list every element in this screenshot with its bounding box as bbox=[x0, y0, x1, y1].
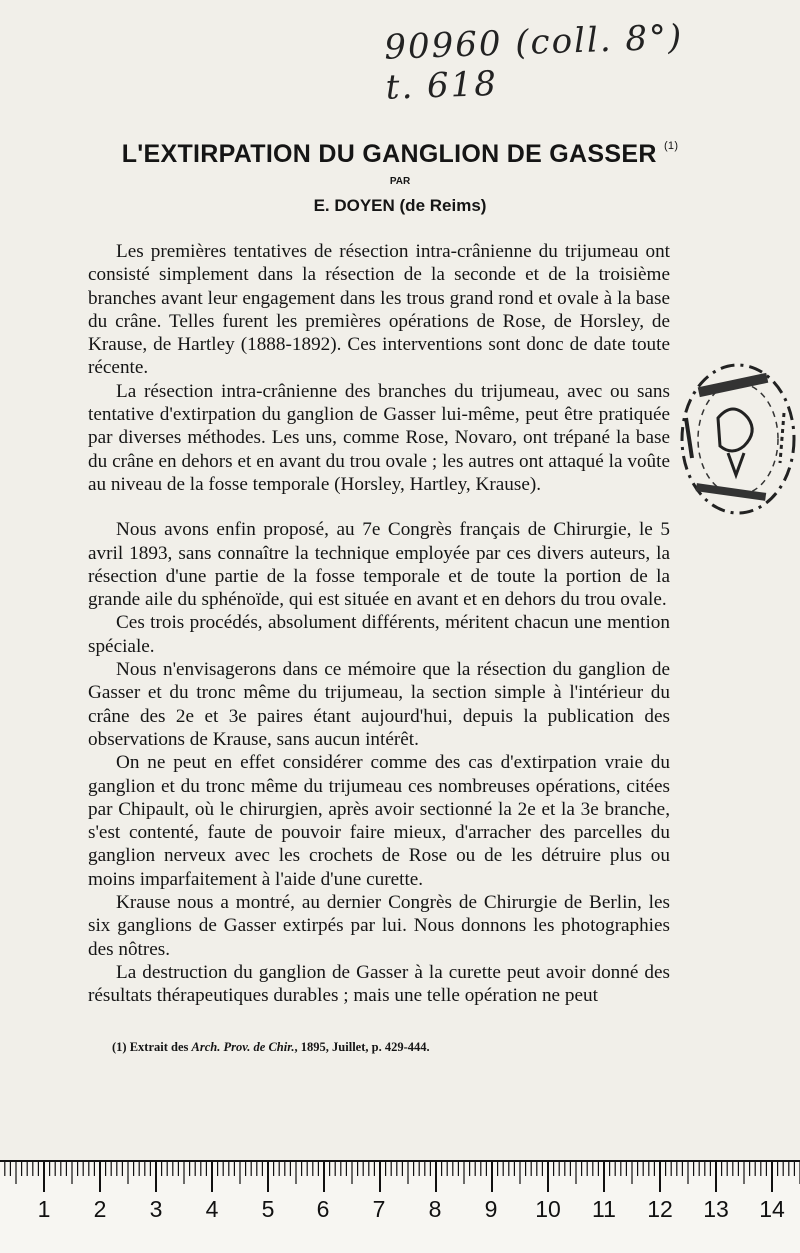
footnote bbox=[112, 1040, 672, 1055]
ruler-number: 8 bbox=[428, 1196, 442, 1222]
footnote-marker: (1) bbox=[112, 1040, 127, 1054]
article-body bbox=[88, 240, 670, 1008]
by-line-par: PAR bbox=[389, 176, 411, 187]
library-stamp-icon bbox=[668, 358, 798, 520]
handwritten-shelfmark: 90960 (coll. 8°) t. 618 bbox=[383, 17, 684, 108]
ruler-number: 6 bbox=[316, 1196, 330, 1222]
title-footnote-marker: (1) bbox=[663, 140, 679, 152]
ruler-number: 3 bbox=[149, 1196, 163, 1222]
paragraph: On ne peut en effet considérer comme des cas d'extirpation vraie du ganglion et du tronc même du trijumeau ces nombreuses opérations, citées par Chipault, où le chirurgien, après avoir sectionné la 2e et la 3e branche, s'est contenté, faute de pouvoir faire mieux, d'arracher des parcelles du ganglion nerveux avec les crochets de Rose ou de les détruire plus ou moins imparfaitement à l'aide d'une curette. bbox=[88, 752, 670, 890]
ruler-number: 9 bbox=[484, 1196, 498, 1222]
ruler-number: 14 bbox=[759, 1196, 785, 1222]
article-title bbox=[80, 140, 720, 169]
title-text: L'EXTIRPATION DU GANGLION DE GASSER bbox=[121, 140, 657, 168]
ruler-number: 4 bbox=[205, 1196, 219, 1222]
paragraph: La destruction du ganglion de Gasser à la curette peut avoir donné des résultats thérapeutiques durables ; mais une telle opération ne peut bbox=[88, 961, 670, 1007]
ruler-number: 12 bbox=[647, 1196, 673, 1222]
paragraph: La résection intra-crânienne des branches du trijumeau, avec ou sans tentative d'extirpation du ganglion de Gasser lui-même, peut être pratiquée par diverses méthodes. Les uns, comme Rose, Novaro, ont trépané la base du crâne en dehors et en avant du trou ovale ; les autres ont attaqué la voûte au niveau de la fosse temporale (Horsley, Hartley, Krause). bbox=[88, 380, 670, 495]
paragraph: Nous n'envisagerons dans ce mémoire que la résection du ganglion de Gasser et du tronc même du trijumeau, la section simple à l'intérieur du crâne des 2e et 3e paires étant aujourd'hui, depuis la publication des observations de Krause, sans aucun intérêt. bbox=[88, 659, 670, 750]
author-line: E. DOYEN (de Reims) bbox=[313, 196, 487, 215]
paragraph: Les premières tentatives de résection intra-crânienne du trijumeau ont consisté simplement dans la résection de la seconde et de la troisième branches avant leur engagement dans les trous grand rond et ovale à la base du crâne. Telles furent les premières opérations de Rose, de Horsley, de Krause, de Hartley (1888-1892). Ces interventions sont donc de date toute récente. bbox=[88, 241, 670, 379]
ruler-number: 1 bbox=[37, 1196, 51, 1222]
ruler-number: 7 bbox=[372, 1196, 386, 1222]
ruler-number: 11 bbox=[592, 1196, 616, 1222]
ruler-number: 5 bbox=[261, 1196, 275, 1222]
ruler-number: 10 bbox=[535, 1196, 561, 1222]
paragraph: Nous avons enfin proposé, au 7e Congrès français de Chirurgie, le 5 avril 1893, sans connaître la technique employée par ces divers auteurs, la résection d'une partie de la fosse temporale et de toute la portion de la grande aile du sphénoïde, qui est située en avant et en dehors du trou ovale. bbox=[88, 519, 670, 611]
paragraph: Krause nous a montré, au dernier Congrès de Chirurgie de Berlin, les six ganglions de Gasser extirpés par lui. Nous donnons les photographies des nôtres. bbox=[88, 892, 670, 960]
ruler-number: 2 bbox=[93, 1196, 107, 1222]
footnote-journal: Arch. Prov. de Chir. bbox=[191, 1040, 295, 1054]
ruler-number: 13 bbox=[703, 1196, 729, 1222]
ruler-scale bbox=[0, 1196, 800, 1236]
paragraph: Ces trois procédés, absolument différents, méritent chacun une mention spéciale. bbox=[88, 612, 670, 657]
footnote-text-before: Extrait des bbox=[129, 1040, 189, 1054]
footnote-text-after: , 1895, Juillet, p. 429-444. bbox=[294, 1040, 430, 1054]
